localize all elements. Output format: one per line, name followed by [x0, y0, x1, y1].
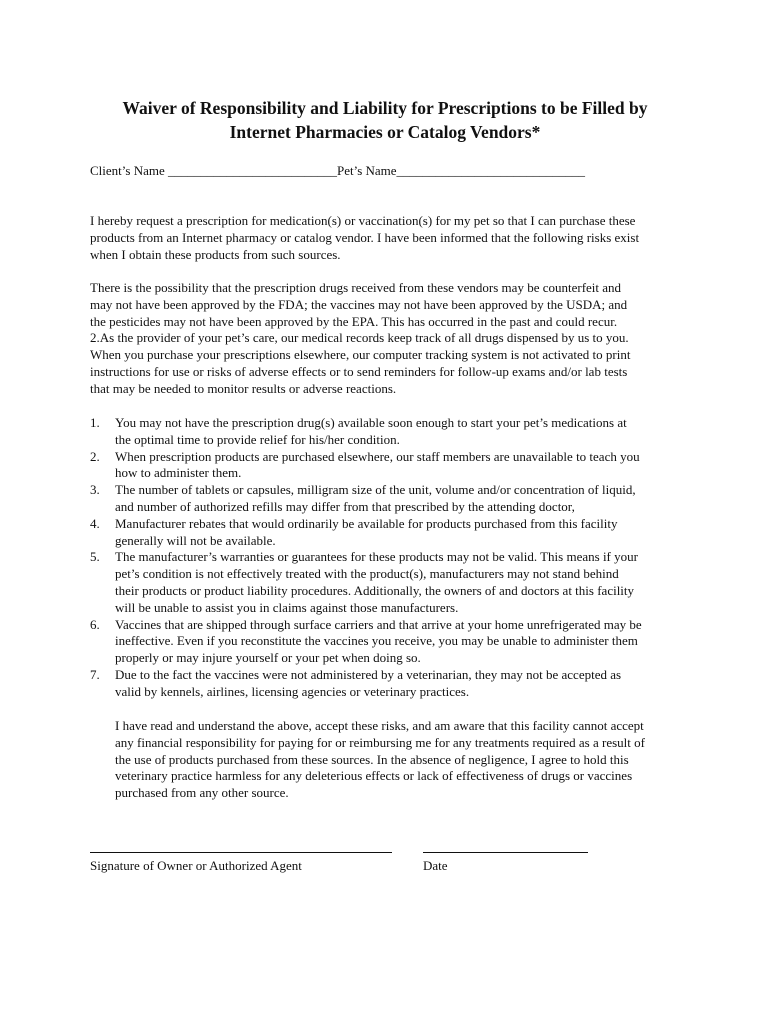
- paragraph-line: I hereby request a prescription for medication(s) or vaccination(s) for my pet so that I can purchase these: [90, 213, 636, 228]
- date-label: Date: [423, 858, 448, 873]
- list-item-line: the optimal time to provide relief for his/her condition.: [115, 431, 400, 447]
- owner-signature-line[interactable]: [90, 852, 392, 853]
- paragraph-line: any financial responsibility for paying for or reimbursing me for any treatments required as a result of: [115, 734, 645, 750]
- list-item-line: and number of authorized refills may differ from that prescribed by the attending doctor,: [115, 498, 575, 514]
- list-item-line: The manufacturer’s warranties or guarantees for these products may not be valid. This means if your: [115, 549, 638, 565]
- list-item-line: ineffective. Even if you reconstitute the vaccines you receive, you may be unable to administer them: [115, 633, 638, 649]
- acknowledgement-paragraph: [115, 718, 705, 802]
- paragraph-line: products from an Internet pharmacy or catalog vendor. I have been informed that the following risks exist: [90, 229, 640, 245]
- list-item-line: When prescription products are purchased elsewhere, our staff members are unavailable to teach you: [115, 448, 640, 464]
- risks-list: [90, 415, 690, 701]
- paragraph-line: that may be needed to monitor results or adverse reactions.: [90, 380, 397, 396]
- list-item: [90, 516, 690, 550]
- client-pet-name-fields[interactable]: Client’s Name __________________________Pet’s Name_____________________________: [90, 163, 586, 178]
- list-item: [90, 617, 690, 667]
- paragraph-line: instructions for use or risks of adverse effects or to send reminders for follow-up exams and/or lab tests: [90, 363, 628, 379]
- list-item-line: properly or may injure yourself or your pet when doing so.: [115, 650, 421, 666]
- list-number: 7.: [90, 666, 100, 682]
- list-item-line: valid by kennels, airlines, licensing agencies or veterinary practices.: [115, 683, 470, 699]
- title-line-2: Internet Pharmacies or Catalog Vendors*: [229, 122, 541, 142]
- list-item: [90, 449, 690, 483]
- list-number: 2.: [90, 448, 100, 464]
- list-item: [90, 482, 690, 516]
- owner-signature-label: Signature of Owner or Authorized Agent: [90, 858, 302, 873]
- list-item-line: Manufacturer rebates that would ordinarily be available for products purchased from this facility: [115, 515, 618, 531]
- list-item: [90, 549, 690, 616]
- paragraph-line: There is the possibility that the prescription drugs received from these vendors may be counterfeit and: [90, 280, 622, 295]
- request-paragraph: [90, 213, 690, 263]
- list-item-line: generally will not be available.: [115, 532, 276, 548]
- paragraph-line: the pesticides may not have been approved by the EPA. This has occurred in the past and could recur.: [90, 313, 618, 329]
- list-number: 6.: [90, 616, 100, 632]
- list-item-line: The number of tablets or capsules, milligram size of the unit, volume and/or concentration of liquid,: [115, 482, 636, 498]
- list-number: 4.: [90, 515, 100, 531]
- paragraph-line: 2.As the provider of your pet’s care, our medical records keep track of all drugs dispensed by us to you.: [90, 330, 629, 346]
- paragraph-line: purchased from any other source.: [115, 785, 289, 801]
- date-signature-line[interactable]: [423, 852, 588, 853]
- list-item-line: Vaccines that are shipped through surface carriers and that arrive at your home unrefrigerated may be: [115, 616, 642, 632]
- list-item-line: You may not have the prescription drug(s) available soon enough to start your pet’s medications at: [115, 415, 627, 430]
- paragraph-line: veterinary practice harmless for any deleterious effects or lack of effectiveness of drugs or vaccines: [115, 768, 633, 784]
- list-item-line: their products or product liability procedures. Additionally, the owners of and doctors at this facility: [115, 582, 635, 598]
- paragraph-line: when I obtain these products from such sources.: [90, 246, 341, 262]
- document-title: [80, 96, 690, 144]
- list-item-line: Due to the fact the vaccines were not administered by a veterinarian, they may not be accepted as: [115, 666, 622, 682]
- list-item-line: will be unable to assist you in claims against those manufacturers.: [115, 599, 459, 615]
- list-item-line: pet’s condition is not effectively treated with the product(s), manufacturers may not stand behind: [115, 566, 619, 582]
- risks-paragraph: [90, 280, 690, 398]
- list-item-line: how to administer them.: [115, 465, 242, 481]
- paragraph-line: When you purchase your prescriptions elsewhere, our computer tracking system is not activated to print: [90, 347, 631, 363]
- paragraph-line: the use of products purchased from these sources. In the absence of negligence, I agree to hold this: [115, 751, 629, 767]
- list-number: 1.: [90, 415, 100, 430]
- list-number: 5.: [90, 549, 100, 565]
- title-line-1: Waiver of Responsibility and Liability for Prescriptions to be Filled by: [122, 98, 648, 118]
- paragraph-line: may not have been approved by the FDA; the vaccines may not have been approved by the USDA; and: [90, 296, 628, 312]
- list-item: [90, 415, 690, 449]
- list-item: [90, 667, 690, 701]
- paragraph-line: I have read and understand the above, accept these risks, and am aware that this facility cannot accept: [115, 718, 644, 733]
- list-number: 3.: [90, 482, 100, 498]
